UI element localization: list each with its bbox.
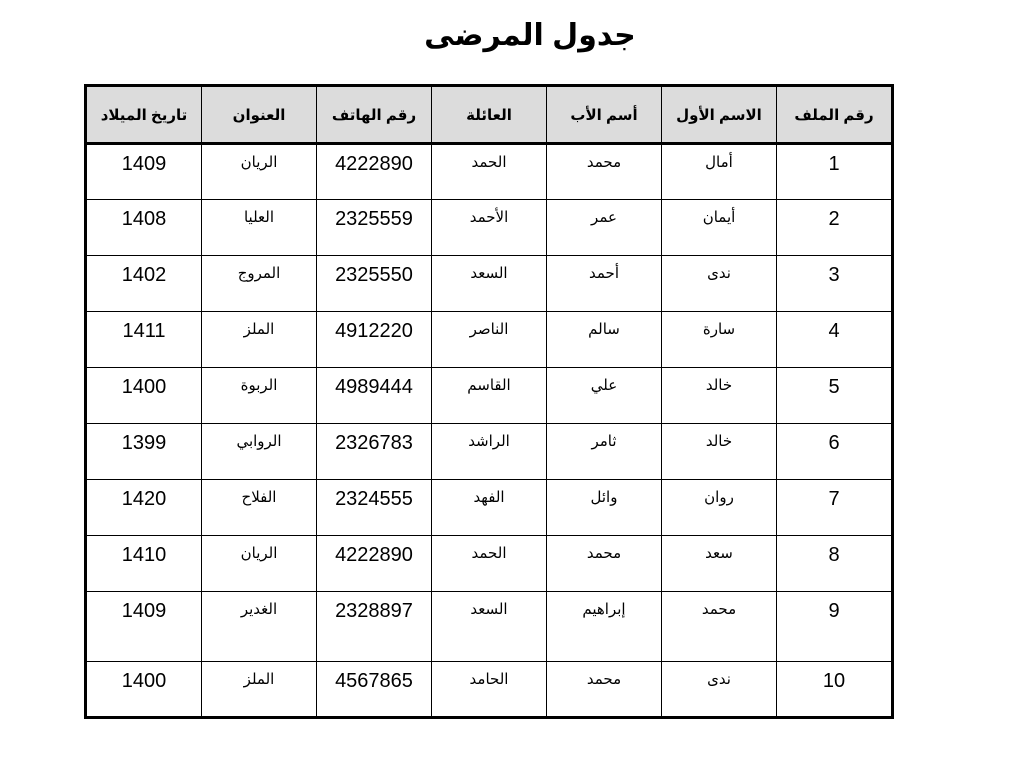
cell-father-name: علي (547, 368, 662, 424)
page-title: جدول المرضى (424, 19, 636, 52)
table-row (86, 480, 893, 536)
cell-family-name: السعد (432, 592, 547, 662)
cell-father-name: ثامر (547, 424, 662, 480)
cell-birth-date: 1399 (86, 424, 202, 480)
table-row (86, 312, 893, 368)
cell-phone: 4567865 (317, 662, 432, 718)
header-first-name: الاسم الأول (662, 86, 777, 144)
cell-birth-date: 1400 (86, 662, 202, 718)
cell-first-name: خالد (662, 424, 777, 480)
cell-first-name: أمال (662, 144, 777, 200)
cell-file-number: 9 (777, 592, 893, 662)
cell-father-name: محمد (547, 144, 662, 200)
cell-birth-date: 1420 (86, 480, 202, 536)
cell-family-name: السعد (432, 256, 547, 312)
cell-family-name: الفهد (432, 480, 547, 536)
cell-file-number: 5 (777, 368, 893, 424)
cell-address: الغدير (202, 592, 317, 662)
cell-phone: 4222890 (317, 144, 432, 200)
cell-file-number: 3 (777, 256, 893, 312)
table-header-row (86, 86, 893, 144)
cell-first-name: ندى (662, 662, 777, 718)
cell-phone: 2325550 (317, 256, 432, 312)
cell-phone: 4222890 (317, 536, 432, 592)
cell-first-name: أيمان (662, 200, 777, 256)
cell-phone: 2324555 (317, 480, 432, 536)
header-father-name: أسم الأب (547, 86, 662, 144)
cell-family-name: الحمد (432, 536, 547, 592)
table-body (86, 144, 893, 718)
cell-file-number: 1 (777, 144, 893, 200)
cell-file-number: 10 (777, 662, 893, 718)
cell-father-name: عمر (547, 200, 662, 256)
cell-address: الريان (202, 144, 317, 200)
cell-father-name: محمد (547, 662, 662, 718)
cell-file-number: 7 (777, 480, 893, 536)
cell-first-name: ندى (662, 256, 777, 312)
cell-address: الفلاح (202, 480, 317, 536)
cell-address: الربوة (202, 368, 317, 424)
cell-father-name: إبراهيم (547, 592, 662, 662)
cell-address: العليا (202, 200, 317, 256)
header-file-number: رقم الملف (777, 86, 893, 144)
cell-father-name: أحمد (547, 256, 662, 312)
cell-first-name: روان (662, 480, 777, 536)
table-row (86, 536, 893, 592)
cell-birth-date: 1410 (86, 536, 202, 592)
cell-file-number: 2 (777, 200, 893, 256)
cell-address: الريان (202, 536, 317, 592)
cell-address: المروج (202, 256, 317, 312)
cell-first-name: محمد (662, 592, 777, 662)
cell-phone: 4912220 (317, 312, 432, 368)
header-family-name: العائلة (432, 86, 547, 144)
cell-family-name: الحامد (432, 662, 547, 718)
table-row (86, 662, 893, 718)
table-row (86, 424, 893, 480)
cell-birth-date: 1400 (86, 368, 202, 424)
cell-birth-date: 1411 (86, 312, 202, 368)
cell-first-name: خالد (662, 368, 777, 424)
table-row (86, 368, 893, 424)
patients-table-container (84, 84, 894, 719)
cell-file-number: 8 (777, 536, 893, 592)
cell-address: الملز (202, 662, 317, 718)
cell-birth-date: 1402 (86, 256, 202, 312)
table-row (86, 200, 893, 256)
cell-first-name: سارة (662, 312, 777, 368)
cell-family-name: الأحمد (432, 200, 547, 256)
cell-address: الملز (202, 312, 317, 368)
cell-family-name: الراشد (432, 424, 547, 480)
table-row (86, 256, 893, 312)
table-row (86, 592, 893, 662)
patients-table (84, 84, 894, 719)
cell-birth-date: 1408 (86, 200, 202, 256)
cell-phone: 2325559 (317, 200, 432, 256)
cell-file-number: 4 (777, 312, 893, 368)
cell-phone: 4989444 (317, 368, 432, 424)
cell-family-name: الناصر (432, 312, 547, 368)
cell-address: الروابي (202, 424, 317, 480)
cell-file-number: 6 (777, 424, 893, 480)
cell-family-name: الحمد (432, 144, 547, 200)
cell-birth-date: 1409 (86, 144, 202, 200)
header-address: العنوان (202, 86, 317, 144)
table-header (86, 86, 893, 144)
header-birth-date: تاريخ الميلاد (86, 86, 202, 144)
cell-father-name: محمد (547, 536, 662, 592)
cell-family-name: القاسم (432, 368, 547, 424)
cell-father-name: وائل (547, 480, 662, 536)
header-phone: رقم الهاتف (317, 86, 432, 144)
cell-phone: 2326783 (317, 424, 432, 480)
table-row (86, 144, 893, 200)
cell-first-name: سعد (662, 536, 777, 592)
cell-phone: 2328897 (317, 592, 432, 662)
cell-birth-date: 1409 (86, 592, 202, 662)
cell-father-name: سالم (547, 312, 662, 368)
